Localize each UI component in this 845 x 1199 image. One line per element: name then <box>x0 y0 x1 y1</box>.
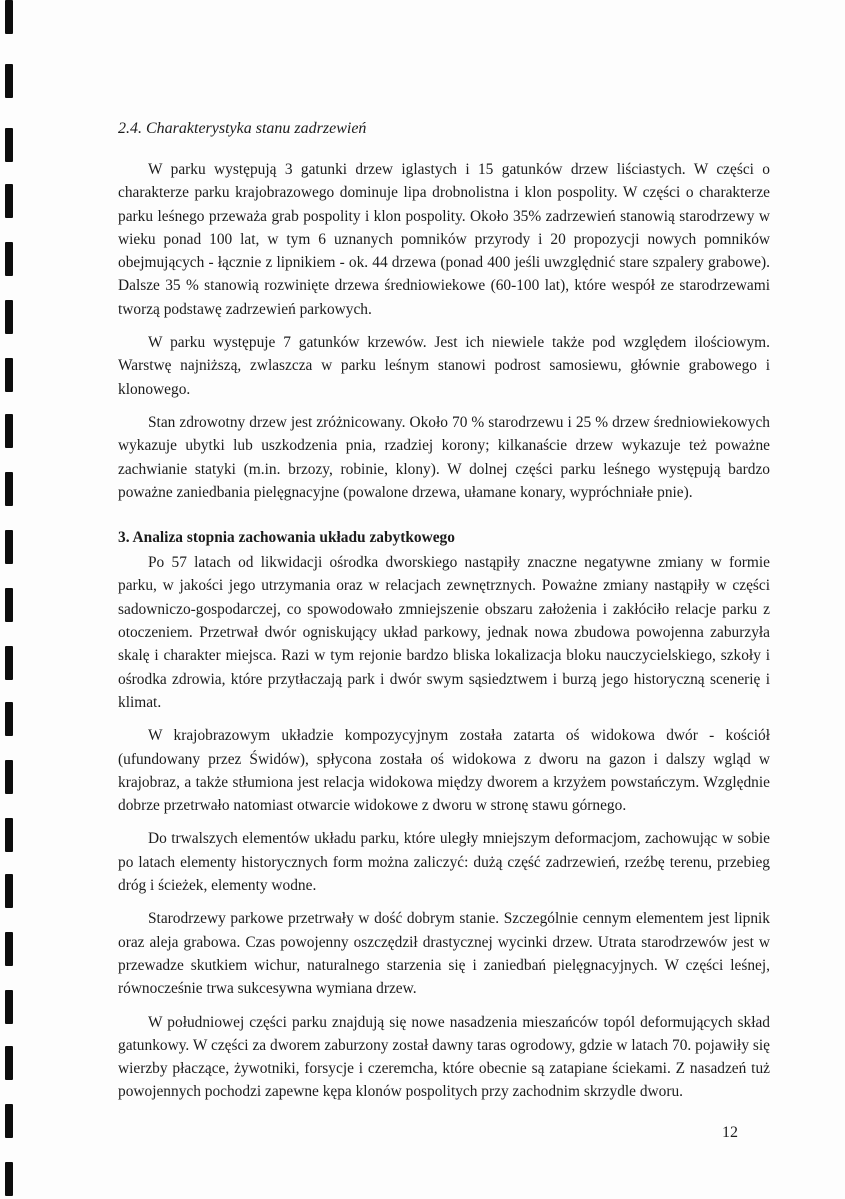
section-3-paragraph-1: Po 57 latach od likwidacji ośrodka dworskiego nastąpiły znaczne negatywne zmiany w formie parku, w jakości jego utrzymania oraz w relacjach zewnętrznych. Poważne zmiany nastąpiły w części sadowniczo-gospodarczej, co spowodowało zmniejszenie obszaru założenia i zakłóciło relacje parku z otoczeniem. Przetrwał dwór ogniskujący układ parkowy, jednak nowa zbudowa powojenna zaburzyła skalę i charakter miejsca. Razi w tym rejonie bardzo bliska lokalizacja bloku nauczycielskiego, szkoły i ośrodka zdrowia, które przytłaczają park i dwór swym sąsiedztwem i burzą jego historyczną scenerię i klimat. <box>118 554 770 711</box>
section-2-4-number: 2.4. <box>118 120 142 137</box>
binding-hole <box>5 702 13 736</box>
section-2-4-title: Charakterystyka stanu zadrzewień <box>146 120 367 137</box>
section-3-paragraph-2: W krajobrazowym układzie kompozycyjnym została zatarta oś widokowa dwór - kościół (ufundowany przez Świdów), spłycona została oś widokowa z dworu na gazon i dalszy wgląd w krajobraz, a także stłumiona jest relacja widokowa między dworem a krzyżem powstańczym. Względnie dobrze przetrwało natomiast otwarcie widokowe z dworu w stronę stawu górnego. <box>118 727 770 815</box>
binding-hole <box>5 358 13 392</box>
page-number: 12 <box>722 1124 738 1141</box>
binding-hole <box>5 818 13 852</box>
binding-hole <box>5 0 13 34</box>
binding-hole <box>5 530 13 564</box>
section-2-4-paragraph-1: W parku występują 3 gatunki drzew iglastych i 15 gatunków drzew liściastych. W części o charakterze parku krajobrazowego dominuje lipa drobnolistna i klon pospolity. W części o charakterze parku leśnego przeważa grab pospolity i klon pospolity. Około 35% zadrzewień stanowią starodrzewy w wieku ponad 100 lat, w tym 6 uznanych pomników przyrody i 20 propozycji nowych pomników obejmujących - łącznie z lipnikiem - ok. 44 drzewa (ponad 400 jeśli uwzględnić stare szpalery grabowe). Dalsze 35 % stanowią rozwinięte drzewa średniowiekowe (60-100 lat), które wespół ze starodrzewami tworzą podstawę zadrzewień parkowych. <box>118 161 770 318</box>
binding-hole <box>5 990 13 1024</box>
binding-hole <box>5 184 13 218</box>
section-3-paragraph-4: Starodrzewy parkowe przetrwały w dość dobrym stanie. Szczególnie cennym elementem jest lipnik oraz aleja grabowa. Czas powojenny oszczędził drastycznej wycinki drzew. Utrata starodrzewów jest w przewadze skutkiem wichur, naturalnego starzenia się i zaniedbań pielęgnacyjnych. W części leśnej, równocześnie trwa sukcesywna wymiana drzew. <box>118 910 770 998</box>
binding-hole <box>5 932 13 966</box>
binding-hole <box>5 588 13 622</box>
section-2-4-paragraph-2: W parku występuje 7 gatunków krzewów. Jest ich niewiele także pod względem ilościowym. Warstwę najniższą, zwlaszcza w parku leśnym stanowi podrost samosiewu, głównie grabowego i klonowego. <box>118 334 770 398</box>
binding-hole <box>5 300 13 334</box>
binding-hole <box>5 128 13 162</box>
section-3-paragraph-5: W południowej części parku znajdują się nowe nasadzenia mieszańców topól deformujących skład gatunkowy. W części za dworem zaburzony został dawny taras ogrodowy, gdzie w latach 70. pojawiły się wierzby płaczące, żywotniki, forsycje i czeremcha, które obecnie są zatapiane ściekami. Z nasadzeń tuż powojennych pochodzi zapewne kępa klonów pospolitych przy zachodnim skrzydle dworu. <box>118 1013 770 1101</box>
section-3-paragraph-3: Do trwalszych elementów układu parku, które uległy mniejszym deformacjom, zachowując w sobie po latach elementy historycznych form można zaliczyć: dużą część zadrzewień, rzeźbę terenu, przebieg dróg i ścieżek, elementy wodne. <box>118 830 770 895</box>
binding-hole <box>5 760 13 794</box>
page-content <box>118 118 770 1114</box>
binding-hole <box>5 414 13 448</box>
binding-hole <box>5 472 13 506</box>
section-2-4-paragraph-3: Stan zdrowotny drzew jest zróżnicowany. Około 70 % starodrzewu i 25 % drzew średniowiekowych wykazuje ubytki lub uszkodzenia pnia, rzadziej korony; kilkanaście drzew wykazuje też poważne zachwianie statyki (m.in. brzozy, robinie, klony). W dolnej części parku leśnego występują bardzo poważne zaniedbania pielęgnacyjne (powalone drzewa, ułamane konary, wypróchniałe pnie). <box>118 413 770 501</box>
binding-hole <box>5 1104 13 1138</box>
binding-hole <box>5 874 13 908</box>
section-2-4-heading <box>118 118 770 140</box>
binding-hole <box>5 1046 13 1080</box>
binding-hole <box>5 646 13 680</box>
binding-hole <box>5 242 13 276</box>
section-3-heading: 3. Analiza stopnia zachowania układu zabytkowego <box>118 529 455 547</box>
binding-hole <box>5 64 13 98</box>
binding-holes <box>4 0 18 1199</box>
binding-hole <box>5 1162 13 1196</box>
